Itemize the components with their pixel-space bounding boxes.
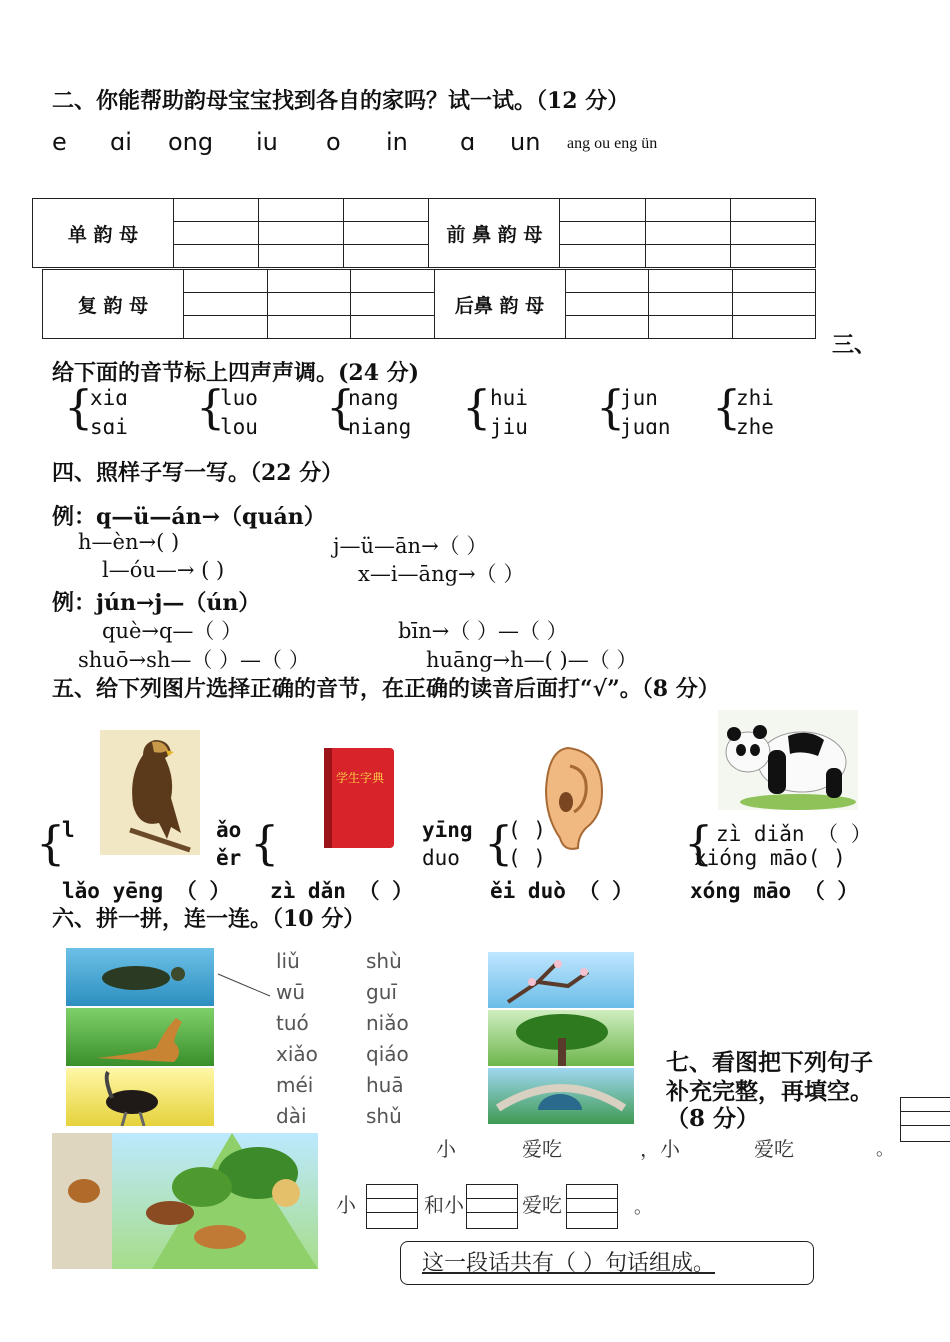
ostrich-image (66, 1068, 214, 1126)
turtle-image (66, 948, 214, 1006)
exercise-line[interactable]: huāng→h—( )—（ ） (426, 648, 638, 672)
syllable: zhi (736, 386, 774, 410)
final-item: e (52, 128, 67, 156)
answer-box[interactable] (900, 1097, 950, 1142)
choice-text: ǎo (216, 818, 242, 842)
choice-text[interactable]: zì dǎn （ ） (270, 879, 414, 903)
connector-line (214, 972, 274, 998)
syllable: juɑn (620, 415, 671, 439)
cell-label: 复 韵 母 (43, 270, 184, 339)
section3-number: 三、 (832, 332, 877, 358)
section7-title-line2: 补充完整，再填空。 (666, 1078, 873, 1105)
sentence-1-part: 爱吃 (754, 1137, 794, 1161)
answer-cell[interactable] (259, 221, 344, 244)
answer-cell[interactable] (259, 244, 344, 267)
answer-cell[interactable] (730, 221, 815, 244)
answer-cell[interactable] (174, 244, 259, 267)
choice-text: yīng (422, 818, 473, 842)
brace-icon: { (462, 380, 492, 434)
svg-text:学生字典: 学生字典 (336, 771, 385, 785)
syllable: jun (620, 386, 658, 410)
choice-text[interactable]: ( ) (508, 818, 546, 842)
section2-title: 二、你能帮助韵母宝宝找到各自的家吗？试一试。（12 分） (52, 88, 630, 114)
example-2: 例：jún→j—（ún） (52, 590, 261, 616)
exercise-line[interactable]: l—óu—→ ( ) (102, 558, 225, 582)
answer-cell[interactable] (184, 315, 268, 338)
sentence-1-part: 小 (436, 1137, 456, 1161)
syllable: xiɑ (90, 386, 128, 410)
answer-cell[interactable] (649, 292, 733, 315)
pinyin-option[interactable]: wū (276, 980, 306, 1004)
answer-cell[interactable] (267, 315, 351, 338)
answer-cell[interactable] (267, 270, 351, 293)
brace-icon: { (64, 380, 94, 434)
pinyin-option[interactable]: méi (276, 1073, 314, 1097)
choice-text[interactable]: xóng māo （ ） (690, 879, 859, 903)
exercise-line[interactable]: què→q—（ ） (102, 619, 243, 643)
choice-text[interactable]: ( ) (508, 846, 546, 870)
answer-cell[interactable] (732, 315, 816, 338)
brace-icon: { (326, 380, 356, 434)
cell-label: 单 韵 母 (33, 199, 174, 268)
final-item: ong (168, 128, 214, 156)
exercise-line[interactable]: x—i—āng→（ ） (358, 562, 525, 586)
section7-title-line1: 七、看图把下列句子 (666, 1049, 873, 1076)
sentence-2-part: 和小 (424, 1193, 464, 1217)
syllable: nang (348, 386, 399, 410)
panda-image (718, 710, 858, 810)
plum-blossom-image (488, 952, 634, 1008)
kangaroo-image (66, 1008, 214, 1066)
pinyin-option[interactable]: tuó (276, 1011, 309, 1035)
answer-cell[interactable] (645, 244, 730, 267)
syllable: niang (348, 415, 412, 439)
section6-title: 六、拼一拼，连一连。（10 分） (52, 906, 366, 932)
syllable: sɑi (90, 415, 128, 439)
final-item: o (326, 128, 341, 156)
answer-cell[interactable] (565, 270, 649, 293)
brace-icon: { (250, 816, 280, 870)
syllable: zhe (736, 415, 774, 439)
sentence-2-part: 小 (336, 1193, 356, 1217)
answer-cell[interactable] (560, 244, 645, 267)
answer-cell[interactable] (267, 292, 351, 315)
answer-cell[interactable] (730, 244, 815, 267)
exercise-line[interactable]: bīn→（ ）—（ ） (398, 619, 568, 643)
answer-box[interactable] (466, 1184, 518, 1229)
choice-text[interactable]: xióng māo( ) (694, 846, 846, 870)
final-item: un (510, 128, 541, 156)
exercise-line[interactable]: h—èn→( ) (78, 530, 180, 554)
brace-icon: { (596, 380, 626, 434)
pinyin-option[interactable]: huā (366, 1073, 404, 1097)
section5-title: 五、给下列图片选择正确的音节，在正确的读音后面打“√”。（8 分） (52, 676, 720, 702)
sort-table-1 (32, 198, 816, 268)
exercise-line[interactable]: j—ü—ān→（ ） (333, 534, 488, 558)
finals-row (52, 128, 550, 156)
pinyin-option[interactable]: dài (276, 1104, 307, 1128)
answer-cell[interactable] (645, 199, 730, 222)
pinyin-column-1 (276, 946, 318, 1132)
answer-cell[interactable] (730, 199, 815, 222)
answer-cell[interactable] (732, 270, 816, 293)
section4-title: 四、照样子写一写。（22 分） (52, 460, 344, 486)
answer-cell[interactable] (565, 315, 649, 338)
pinyin-option[interactable]: liǔ (276, 949, 300, 973)
section7-score: （8 分） (666, 1105, 760, 1132)
answer-cell[interactable] (351, 270, 435, 293)
pinyin-option[interactable]: niǎo (366, 1011, 409, 1035)
pinyin-option[interactable]: shǔ (366, 1104, 402, 1128)
syllable: jiu (490, 415, 528, 439)
choice-text: ěr (216, 846, 242, 870)
answer-cell[interactable] (174, 199, 259, 222)
brace-icon: { (484, 816, 514, 870)
answer-cell[interactable] (645, 221, 730, 244)
brace-icon: { (712, 380, 742, 434)
answer-cell[interactable] (565, 292, 649, 315)
answer-cell[interactable] (649, 315, 733, 338)
syllable: luo (220, 386, 258, 410)
sentence-1-part: ，小 (640, 1137, 680, 1161)
answer-cell[interactable] (560, 199, 645, 222)
answer-cell[interactable] (649, 270, 733, 293)
answer-cell[interactable] (351, 315, 435, 338)
final-item: in (386, 128, 408, 156)
farm-scene-image (52, 1133, 318, 1269)
syllable: hui (490, 386, 528, 410)
brace-icon: { (684, 816, 714, 870)
pinyin-option[interactable]: xiǎo (276, 1042, 318, 1066)
syllable: lou (220, 415, 258, 439)
sort-table-2 (42, 269, 816, 339)
answer-box[interactable] (366, 1184, 418, 1229)
willow-tree-image (488, 1010, 634, 1066)
answer-cell[interactable] (259, 199, 344, 222)
pinyin-option[interactable]: shù (366, 949, 402, 973)
sentence-2-part: 爱吃 (522, 1193, 562, 1217)
answer-cell[interactable] (344, 199, 429, 222)
pinyin-column-2 (366, 946, 409, 1132)
section3-title: 给下面的音节标上四声声调。(24 分) (52, 360, 420, 386)
answer-cell[interactable] (732, 292, 816, 315)
exercise-line[interactable]: shuō→sh—（ ）—（ ） (78, 648, 310, 672)
choice-text[interactable]: zì diǎn （ ） (716, 822, 872, 846)
final-item: ɑi (110, 128, 132, 156)
answer-cell[interactable] (560, 221, 645, 244)
answer-cell[interactable] (184, 270, 268, 293)
choice-text[interactable]: lǎo yēng （ ） (62, 879, 231, 903)
eagle-image (100, 730, 200, 855)
answer-cell[interactable] (344, 221, 429, 244)
answer-cell[interactable] (184, 292, 268, 315)
answer-box[interactable] (566, 1184, 618, 1229)
answer-cell[interactable] (344, 244, 429, 267)
cell-label: 前 鼻 韵 母 (429, 199, 560, 268)
cell-label: 后鼻 韵 母 (434, 270, 565, 339)
final-item: ɑ (460, 128, 476, 156)
sentence-1-part: 爱吃 (522, 1137, 562, 1161)
sentence-2-part: 。 (634, 1197, 652, 1218)
choice-text[interactable]: ěi duò （ ） (490, 879, 634, 903)
brace-icon: { (196, 380, 226, 434)
answer-cell[interactable] (351, 292, 435, 315)
answer-cell[interactable] (174, 221, 259, 244)
finals-small: ang ou eng ün (567, 135, 658, 152)
pinyin-option[interactable]: guī (366, 980, 397, 1004)
choice-text: l (62, 818, 75, 842)
brace-icon: { (36, 816, 66, 870)
example-1: 例：q—ü—án→（quán） (52, 504, 326, 530)
final-item: iu (256, 128, 278, 156)
sentence-1-part: 。 (876, 1139, 894, 1160)
bridge-image (488, 1068, 634, 1124)
dictionary-image (316, 740, 406, 855)
pinyin-option[interactable]: qiáo (366, 1042, 409, 1066)
sentence-count-text[interactable]: 这一段话共有（ ）句话组成。 (422, 1251, 715, 1276)
choice-text: duo (422, 846, 460, 870)
